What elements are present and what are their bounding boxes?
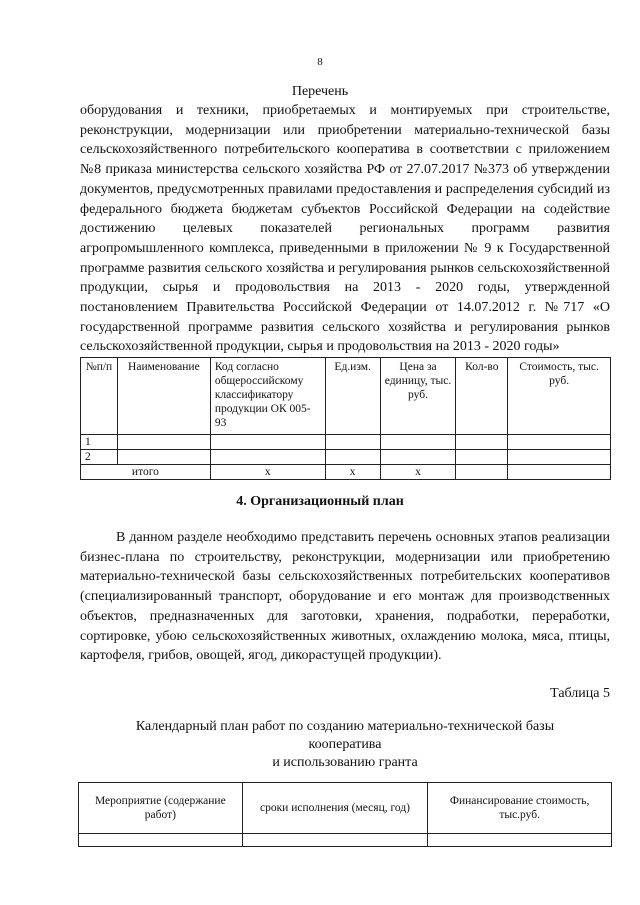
table-label: Таблица 5	[550, 686, 610, 701]
header-event: Мероприятие (содержание работ)	[79, 783, 243, 834]
total-unit: x	[325, 465, 380, 480]
table-row	[79, 834, 612, 847]
cell-price	[380, 450, 456, 465]
header-name: Наименование	[117, 358, 210, 435]
header-cost: Стоимость, тыс. руб.	[508, 358, 611, 435]
calendar-title	[90, 718, 600, 772]
total-label: итого	[81, 465, 211, 480]
header-num: №п/п	[81, 358, 118, 435]
cell-name	[117, 435, 210, 450]
cell-unit	[325, 450, 380, 465]
cell-cost	[508, 450, 611, 465]
calendar-title-line: и использованию гранта	[272, 755, 418, 770]
total-cost	[508, 465, 611, 480]
cell-qty	[456, 450, 508, 465]
cell-price	[380, 435, 456, 450]
page-number: 8	[317, 56, 323, 68]
table-header-row	[79, 783, 612, 834]
header-financing: Финансирование стоимость, тыс.руб.	[428, 783, 612, 834]
cell-financing	[428, 834, 612, 847]
total-qty	[456, 465, 508, 480]
table-header-row	[81, 358, 611, 435]
total-code: x	[210, 465, 325, 480]
row-num: 1	[81, 435, 118, 450]
cell-code	[210, 450, 325, 465]
cell-event	[79, 834, 243, 847]
calendar-title-line: Календарный план работ по созданию материально-технической базы	[135, 719, 555, 734]
cell-cost	[508, 435, 611, 450]
list-title: Перечень	[291, 84, 349, 99]
header-terms: сроки исполнения (месяц, год)	[242, 783, 428, 834]
cell-qty	[456, 435, 508, 450]
total-row	[81, 465, 611, 480]
calendar-title-line: кооператива	[308, 737, 382, 752]
row-num: 2	[81, 450, 118, 465]
list-description: оборудования и техники, приобретаемых и монтируемых при строительстве, реконструкции, модернизации или приобретении материально-технической базы сельскохозяйственного потребительского кооператива в соответствии с приложением №8 приказа министерства сельского хозяйства РФ от 27.07.2017 №373 об утверждении документов, предусмотренных правилами предоставления и распределения субсидий из федерального бюджета бюджетам субъектов Российской Федерации на содействие достижению целевых показателей региональных программ развития агропромышленного комплекса, приведенными в приложении № 9 к Государственной программе развития сельского хозяйства и регулирования рынков сельскохозяйственной продукции, сырья и продовольствия на 2013 - 2020 годы, утвержденной постановлением Правительства Российской Федерации от 14.07.2012 г. №717 «О государственной программе развития сельского хозяйства и регулирования рынков сельскохозяйственной продукции, сырья и продовольствия на 2013 - 2020 годы»	[80, 103, 610, 355]
total-price: x	[380, 465, 456, 480]
equipment-table	[80, 357, 611, 480]
section-body: В данном разделе необходимо представить перечень основных этапов реализации бизнес-плана по строительству, реконструкции, модернизации или приобретению материально-технической базы сельскохозяйственных потребительских кооперативов (специализированный транспорт, оборудование и его монтаж для производственных объектов, предназначенных для заготовки, хранения, подработки, переработки, сортировке, убою сельскохозяйственных животных, охлаждению молока, мяса, птицы, картофеля, грибов, овощей, ягод, дикорастущей продукции).	[80, 530, 610, 664]
section-heading: 4. Организационный план	[236, 494, 404, 509]
header-code: Код согласно общероссийскому классификатору продукции ОК 005-93	[210, 358, 325, 435]
table-row	[81, 450, 611, 465]
table-row	[81, 435, 611, 450]
header-unit: Ед.изм.	[325, 358, 380, 435]
header-qty: Кол-во	[456, 358, 508, 435]
cell-code	[210, 435, 325, 450]
cell-unit	[325, 435, 380, 450]
calendar-table	[78, 782, 612, 847]
header-price: Цена за единицу, тыс. руб.	[380, 358, 456, 435]
cell-terms	[242, 834, 428, 847]
cell-name	[117, 450, 210, 465]
